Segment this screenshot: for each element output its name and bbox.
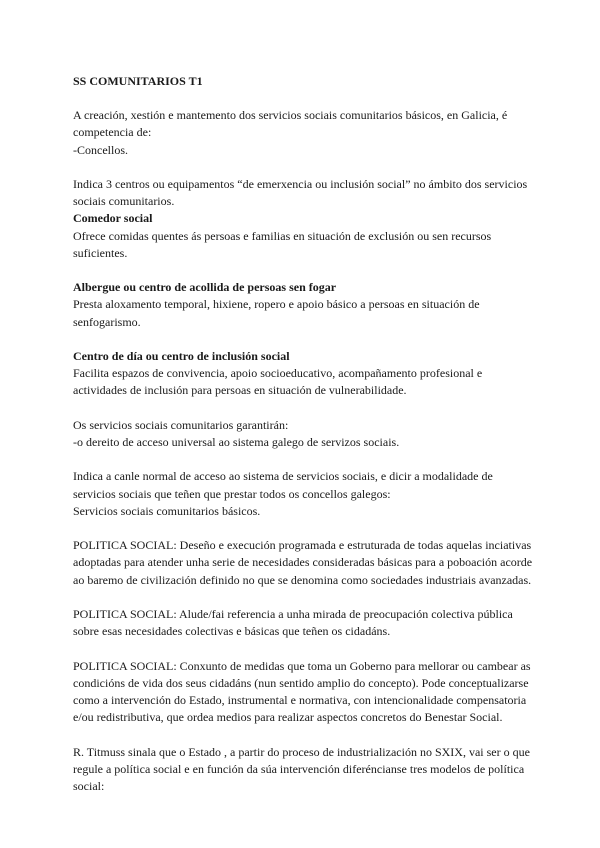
paragraph-text: -Concellos. [73, 142, 128, 157]
paragraph-gap [73, 159, 533, 176]
paragraph-block [73, 658, 533, 727]
paragraph-block [73, 176, 533, 210]
paragraph-block [73, 537, 533, 589]
paragraph-text: POLITICA SOCIAL: Deseño e execución programada e estruturada de todas aquelas inciativas adoptadas para atender unha serie de necesidades consideradas básicas para a poboación acorde ao baremo de civilización definido no que se denomina como sociedades industriais avanzadas. [73, 538, 533, 587]
section-heading: Comedor social [73, 211, 153, 226]
paragraph-text: Os servicios sociais comunitarios garantirán: [73, 417, 289, 432]
paragraph-block [73, 417, 533, 451]
paragraph-gap [73, 640, 533, 657]
paragraph-text: POLITICA SOCIAL: Conxunto de medidas que toma un Goberno para mellorar ou cambear as condicións de vida dos seus cidadáns (nun sentido amplio do concepto). Pode conceptualizarse como a intervención do Estado, instrumental e normativa, con intencionalidade compensatoria e/ou redistributiva, que ordea medios para realizar aspectos concretos do Benestar Social. [73, 658, 531, 725]
paragraph-block [73, 348, 533, 400]
section-heading: Albergue ou centro de acollida de persoas sen fogar [73, 280, 337, 295]
paragraph-block [73, 468, 533, 520]
paragraph-text: -o dereito de acceso universal ao sistema galego de servizos sociais. [73, 435, 400, 449]
paragraph-text: Indica a canle normal de acceso ao sistema de servicios sociais, e dicir a modalidade de servicios sociais que teñen que prestar todos os concellos galegos: [73, 469, 493, 501]
section-heading: Centro de día ou centro de inclusión social [73, 349, 290, 363]
paragraph-text: Indica 3 centros ou equipamentos “de emerxencia ou inclusión social” no ámbito dos servicios sociais comunitarios. [73, 177, 528, 209]
paragraph-block [73, 279, 533, 331]
document-title: SS COMUNITARIOS T1 [73, 74, 203, 88]
paragraph-gap [73, 451, 533, 468]
paragraph-text: R. Titmuss sinala que o Estado , a partir do proceso de industrialización no SXIX, vai ser o que regule a política social e en función da súa intervención diferéncianse tres modelos de política social: [73, 744, 530, 793]
paragraph-gap [73, 262, 533, 279]
document-content [73, 73, 533, 795]
paragraph-gap [73, 589, 533, 606]
paragraph-text: POLITICA SOCIAL: Alude/fai referencia a unha mirada de preocupación colectiva pública sobre esas necesidades colectivas e básicas que teñen os cidadáns. [73, 606, 513, 639]
document-body [73, 107, 533, 795]
paragraph-block [73, 744, 533, 796]
paragraph-block [73, 606, 533, 640]
paragraph-gap [73, 726, 533, 743]
paragraph-text: Presta aloxamento temporal, hixiene, ropero e apoio básico a persoas en situación de senfogarismo. [73, 297, 480, 329]
paragraph-text: Servicios sociais comunitarios básicos. [73, 503, 261, 518]
paragraph-gap [73, 520, 533, 537]
paragraph-text: Facilita espazos de convivencia, apoio socioeducativo, acompañamento profesional e actividades de inclusión para persoas en situación de vulnerabilidade. [73, 366, 483, 398]
paragraph-block [73, 210, 533, 262]
paragraph-text: A creación, xestión e mantemento dos servicios sociais comunitarios básicos, en Galicia, é competencia de: [73, 108, 508, 140]
paragraph-text: Ofrece comidas quentes ás persoas e familias en situación de exclusión ou sen recursos suficientes. [73, 228, 492, 260]
paragraph-gap [73, 331, 533, 348]
paragraph-gap [73, 400, 533, 417]
paragraph-block [73, 107, 533, 159]
